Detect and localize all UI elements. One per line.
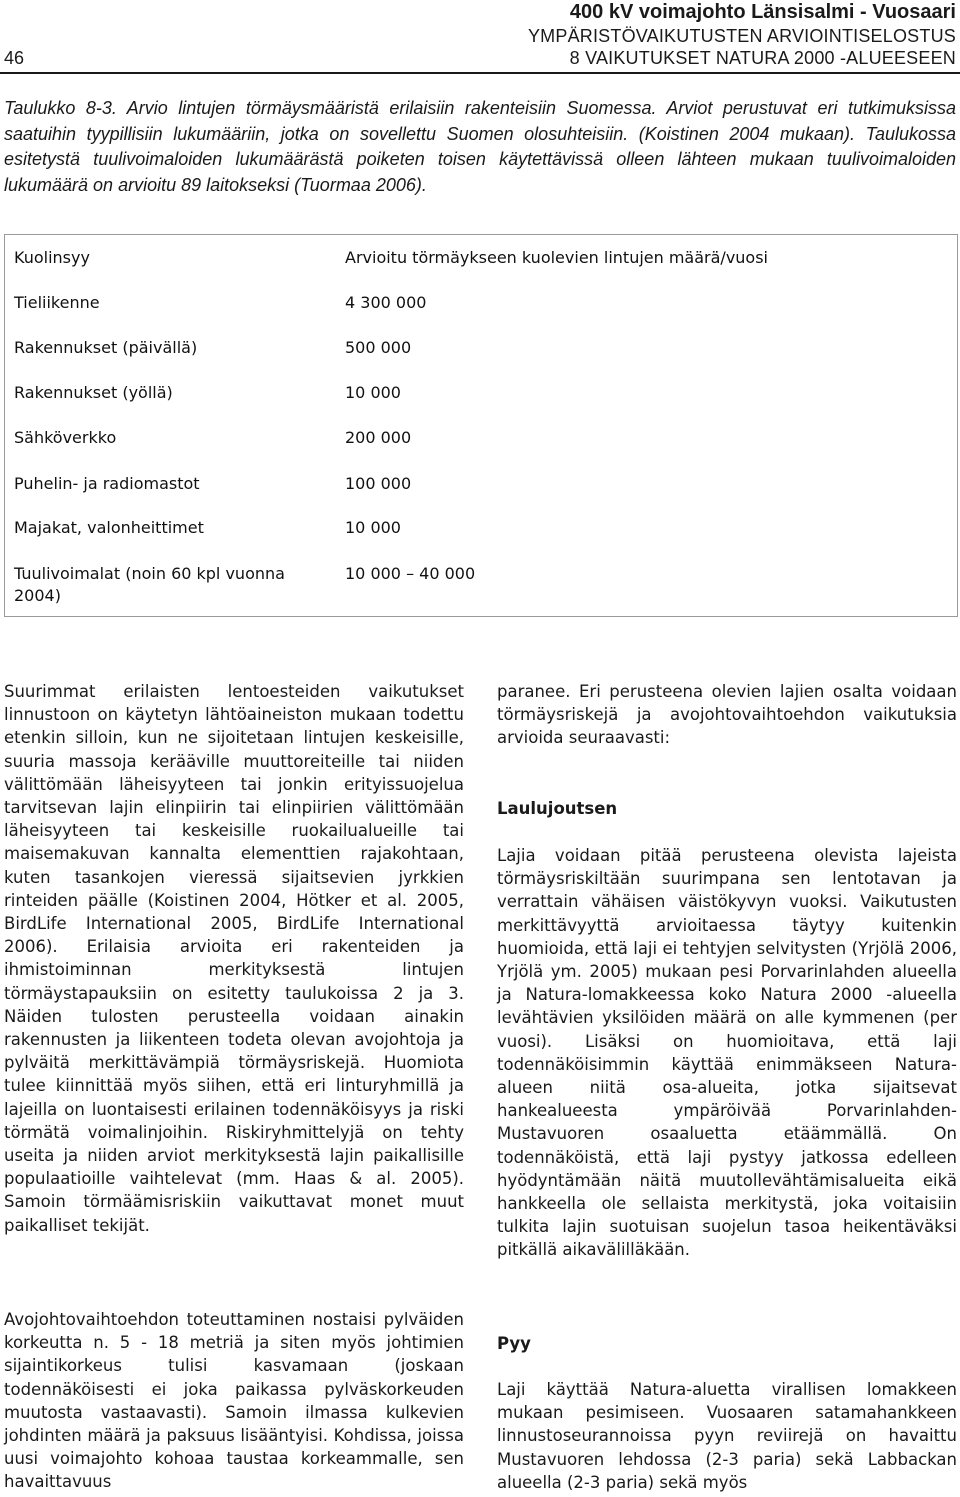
collision-table	[4, 234, 958, 617]
body-paragraph: Laji käyttää Natura-aluetta virallisen lomakkeen mukaan pesimiseen. Vuosaaren satamahankkeen linnustoseurannoissa pyyn reviirejä on havaittu Mustavuoren lehdossa (2-3 paria) sekä Labbackan alueella (2-3 paria) sekä myös	[497, 1380, 957, 1492]
body-paragraph: Suurimmat erilaisten lentoesteiden vaikutukset linnustoon on käytetyn lähtöaineiston mukaan todettu etenkin silloin, kun ne sijoitetaan lintujen keskeisille, suuria massoja kerääville muuttoreiteille tai niiden välittömään läheisyyteen tai jonkin erityissuojelua tarvitsevan lajin elinpiirin tai elinpiirien välittömään läheisyyteen tai keskeisille ruokailualueille tai maisemakuvan kannalta elementtien rajakohtaan, kuten tasankojen vieressä sijaitsevien jyrkkien rinteiden päälle (Koistinen 2004, Hötker et al. 2005, BirdLife International 2005, BirdLife International 2006). Erilaisia arvioita eri rakenteiden ja ihmistoiminnan merkityksestä lintujen törmäystapauksiin on esitetty taulukoissa 2 ja 3. Näiden tulosten perusteella voidaan ainakin rakennusten ja liikenteen todeta olevan avojohtoja ja pylväitä merkittävämpiä törmäysriskejä. Huomiota tulee kiinnittää myös siihen, että eri linturyhmillä ja lajeilla on luontaisesti erilainen todennäköisyys ja riski törmätä voimalinjoihin. Riskiryhmittelyjä on tehty useita ja niiden arviot merkityksestä lajin paikallisille populaatioille vaihtelevat (mm. Haas & al. 2005). Samoin törmäämisriskiin vaikuttavat monet muut paikalliset tekijät.	[4, 682, 464, 1235]
section-heading: Pyy	[497, 1334, 531, 1353]
body-paragraph: paranee. Eri perusteena olevien lajien osalta voidaan törmäysriskejä ja avojohtovaihtoehdon vaikutuksia arvioida seuraavasti:	[497, 682, 957, 748]
table-cell-cause: Majakat, valonheittimet	[14, 518, 204, 537]
table-cell-estimate: 500 000	[345, 338, 412, 357]
table-header-cause: Kuolinsyy	[14, 248, 90, 267]
table-cell-estimate: 200 000	[345, 428, 412, 447]
table-caption: Taulukko 8-3. Arvio lintujen törmäysmääristä erilaisiin rakenteisiin Suomessa. Arviot perustuvat eri tutkimuksissa saatuihin tyypillisiin lukumääriin, jotka on sovellettu Suomen olosuhteisiin. (Koistinen 2004 mukaan). Taulukossa esitetystä tuulivoimaloiden lukumäärästä poiketen toisen käytettävissä olleen lähteen mukaan tuulivoimaloiden lukumäärä on arvioitu 89 laitokseksi (Tuormaa 2006).	[4, 98, 956, 195]
table-cell-estimate: 4 300 000	[345, 293, 427, 312]
chapter-title: 8 VAIKUTUKSET NATURA 2000 -ALUEESEEN	[569, 48, 956, 68]
body-paragraph: Avojohtovaihtoehdon toteuttaminen nostaisi pylväiden korkeutta n. 5 - 18 metriä ja siten myös johtimien sijaintikorkeus tulisi kasvamaan (joskaan todennäköisesti ei joka paikassa pylväskorkeuden muutosta vastaavasti). Samoin ilmassa kulkevien johdinten määrä ja paksuus lisääntyisi. Kohdissa, joissa uusi voimajohto kohoaa taustaa korkeammalle, sen havaittavuus	[4, 1310, 464, 1492]
body-paragraph: Lajia voidaan pitää perusteena olevista lajeista törmäysriskiltään suurimpana sen lentotavan ja verrattain vähäisen väistökyvyn vuoksi. Vaikutusten merkittävyyttä arvioitaessa täytyy kuitenkin huomioida, että laji ei tehtyjen selvitysten (Yrjölä 2006, Yrjölä ym. 2005) mukaan pesi Porvarinlahden alueella ja Natura-lomakkeessa koko Natura 2000 -alueella levähtävien yksilöiden määrä on alle kymmenen (per vuosi). Lisäksi on huomioitava, että laji todennäköisimmin käyttää enimmäkseen Natura-alueen niitä osa-alueita, jotka sijaitsevat hankealueesta ympäröivää Porvarinlahden-Mustavuoren osaaluetta etäämmällä. On todennäköistä, että laji pystyy jatkossa edelleen hyödyntämään näitä muutollevähtämisalueita eikä hankkeella ole sellaista merkitystä, joka voitaisiin tulkita lajin suotuisan suojelun tasoa heikentäväksi pitkällä aikavälilläkään.	[497, 846, 957, 1260]
table-cell-cause: Puhelin- ja radiomastot	[14, 474, 200, 493]
table-cell-cause: Tieliikenne	[14, 293, 100, 312]
section-heading: Laulujoutsen	[497, 799, 618, 818]
table-cell-cause: Rakennukset (päivällä)	[14, 338, 198, 357]
table-cell-cause: Rakennukset (yöllä)	[14, 383, 173, 402]
header-rule	[0, 72, 960, 74]
table-cell-cause: Tuulivoimalat (noin 60 kpl vuonna 2004)	[14, 564, 285, 605]
table-header-estimate: Arvioitu törmäykseen kuolevien lintujen määrä/vuosi	[345, 248, 768, 267]
table-cell-estimate: 10 000 – 40 000	[345, 564, 476, 583]
table-cell-cause: Sähköverkko	[14, 428, 117, 447]
document-subtitle: YMPÄRISTÖVAIKUTUSTEN ARVIOINTISELOSTUS	[527, 26, 956, 46]
table-cell-estimate: 100 000	[345, 474, 412, 493]
table-cell-estimate: 10 000	[345, 518, 401, 537]
page-number: 46	[4, 48, 25, 68]
document-title: 400 kV voimajohto Länsisalmi - Vuosaari	[569, 1, 956, 23]
table-cell-estimate: 10 000	[345, 383, 401, 402]
